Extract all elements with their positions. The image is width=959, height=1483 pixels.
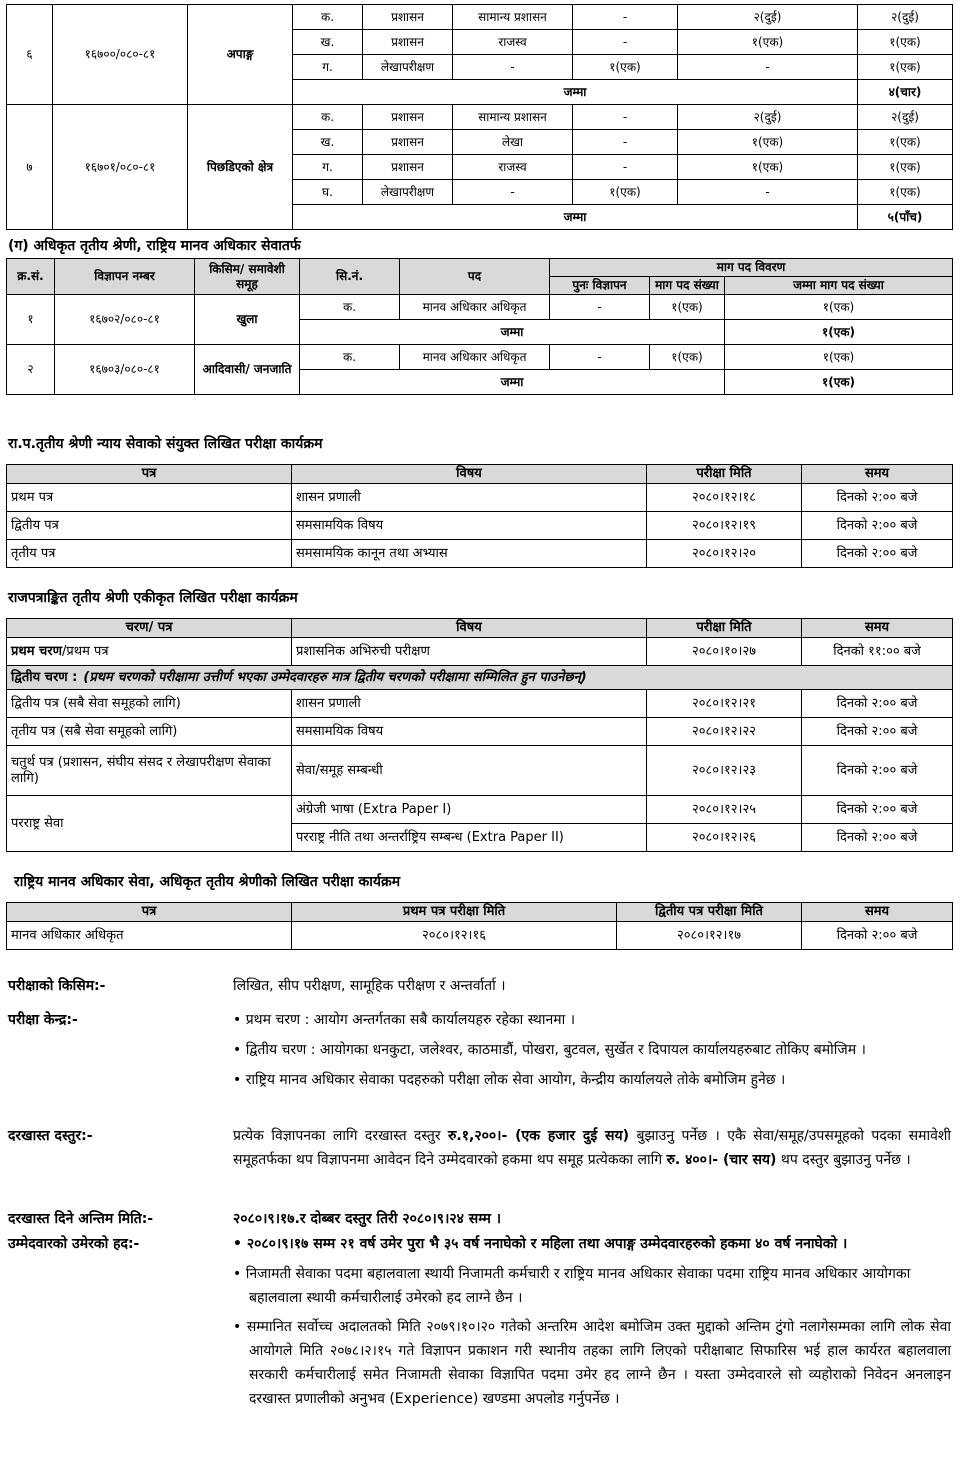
re-advertisement-count: -	[573, 105, 678, 130]
service-name: प्रशासन	[363, 30, 453, 55]
hr-header-demand: माग पद संख्या	[650, 277, 725, 295]
exam-center-item-2: • द्वितीय चरण : आयोगका धनकुटा, जलेश्वर, काठमाडौं, पोखरा, बुटवल, सुर्खेत र दिपायल कार्यालयहरुबाट तोकिए बमोजिम ।	[233, 1041, 866, 1058]
advertisement-number: १६७०२/०८०-८१	[55, 295, 195, 345]
justice-exam-table	[6, 464, 953, 568]
hr-header-total: जम्मा माग पद संख्या	[725, 277, 953, 295]
table-row	[7, 690, 953, 718]
demand-count: -	[678, 180, 858, 205]
fee-amount: रु.१,२००।- (एक हजार दुई सय)	[448, 1128, 630, 1144]
re-advertisement-count: -	[573, 130, 678, 155]
exam-cell: २०८०।१२।२६	[647, 824, 802, 852]
demand-count: २(दुई)	[678, 5, 858, 30]
exam-cell: २०८०।१२।२३	[647, 746, 802, 796]
item-code: ग.	[293, 55, 363, 80]
exam-cell: दिनको २:०० बजे	[802, 922, 953, 950]
total-demand-count: २(दुई)	[858, 105, 953, 130]
table-row	[7, 540, 953, 568]
integrated-exam-title: राजपत्राङ्कित तृतीय श्रेणी एकीकृत लिखित परीक्षा कार्यक्रम	[8, 590, 298, 606]
table-row	[7, 5, 953, 30]
top-vacancy-table	[6, 4, 953, 230]
second-stage-note-cell	[7, 666, 953, 690]
exam-cell: समसामयिक कानून तथा अभ्यास	[292, 540, 647, 568]
inclusive-group: आदिवासी/ जनजाति	[195, 345, 300, 395]
integrated-header-0: चरण/ पत्र	[7, 619, 292, 638]
exam-cell: द्वितीय पत्र (सबै सेवा समूहको लागि)	[7, 690, 292, 718]
exam-cell: २०८०।१२।१६	[292, 922, 617, 950]
hr-exam-table	[6, 902, 953, 950]
item-code: क.	[300, 295, 400, 320]
re-advertisement-count: -	[550, 295, 650, 320]
subgroup-name: -	[453, 55, 573, 80]
exam-cell: शासन प्रणाली	[292, 690, 647, 718]
exam-cell: २०८०।१२।२०	[647, 540, 802, 568]
exam-cell: २०८०।१२।१७	[617, 922, 802, 950]
exam-cell: २०८०।१२।१९	[647, 512, 802, 540]
justice-header-1: विषय	[292, 465, 647, 484]
age-limit-item-2: • निजामती सेवाका पदमा बहालवाला स्थायी निजामती कर्मचारी र राष्ट्रिय मानव अधिकार सेवाका पदमा राष्ट्रिय मानव अधिकार आयोगका बहालवाला स्थायी कर्मचारीलाई उमेरको हद लाग्ने छैन ।	[233, 1265, 911, 1306]
post-name: मानव अधिकार अधिकृत	[400, 295, 550, 320]
hr-header-group: किसिम/ समावेशी समूह	[195, 259, 300, 295]
re-advertisement-count: १(एक)	[573, 180, 678, 205]
second-stage-label: द्वितीय चरण :	[11, 669, 78, 685]
integrated-exam-table	[6, 618, 953, 852]
exam-info	[8, 975, 951, 1475]
exam-cell: दिनको २:०० बजे	[802, 746, 953, 796]
re-advertisement-count: -	[550, 345, 650, 370]
exam-cell: द्वितीय पत्र	[7, 512, 292, 540]
first-stage-label: प्रथम चरण	[11, 643, 62, 659]
sum-value: १(एक)	[725, 320, 953, 345]
sum-label: जम्मा	[293, 205, 858, 230]
subgroup-name: सामान्य प्रशासन	[453, 105, 573, 130]
fee-extra-amount: रु. ४००।- (चार सय)	[666, 1151, 777, 1168]
integrated-header-1: विषय	[292, 619, 647, 638]
exam-cell: दिनको २:०० बजे	[802, 512, 953, 540]
demand-count: २(दुई)	[678, 105, 858, 130]
exam-cell: २०८०।१२।२१	[647, 690, 802, 718]
hr-vacancy-table	[6, 258, 953, 395]
integrated-exam-table-wrap	[6, 618, 953, 852]
total-demand-count: १(एक)	[858, 180, 953, 205]
age-limit-item-1: • २०८०।९।१७ सम्म २१ वर्ष उमेर पुरा भै ३५ वर्ष ननाघेको र महिला तथा अपाङ्ग उम्मेदवारहरुको हकमा ४० वर्ष ननाघेको ।	[233, 1236, 848, 1252]
total-demand-count: १(एक)	[858, 155, 953, 180]
age-limit-item-3: • सम्मानित सर्वोच्च अदालतको मिति २०७९।१०।२० गतेको अन्तरिम आदेश बमोजिम उक्त मुद्दाको अन्तिम टुंगो नलागेसम्मका लागि लोक सेवा आयोगले मिति २०७८।२।१५ गते विज्ञापन प्रकाशन गरी स्थानीय तहका लागि लिएको परीक्षाबाट सिफारिस भई हाल कार्यरत बहालवाला सरकारी कर्मचारीलाई समेत निजामती सेवाका विज्ञापित पदमा उमेर हद लाग्ने छैन । यस्ता उम्मेदवारले सो व्यहोराको निवेदन अनलाइन दरखास्त प्रणालीको अनुभव (Experience) खण्डमा अपलोड गर्नुपर्नेछ ।	[233, 1319, 951, 1407]
inclusive-group: खुला	[195, 295, 300, 345]
exam-cell: तृतीय पत्र (सबै सेवा समूहको लागि)	[7, 718, 292, 746]
subgroup-name: लेखा	[453, 130, 573, 155]
exam-cell: तृतीय पत्र	[7, 540, 292, 568]
exam-type-label: परीक्षाको किसिम:-	[8, 978, 106, 994]
fee-text-2: बुझाउनु पर्नेछ । एकै सेवा/समूह/उपसमूहको पदका समावेशी समूहतर्फका थप विज्ञापनमा आवेदन दिने उम्मेदवारको हकमा थप समूह प्रत्येकका लागि	[233, 1128, 952, 1168]
advertisement-number: १६७०३/०८०-८१	[55, 345, 195, 395]
service-name: प्रशासन	[363, 155, 453, 180]
hr-exam-table-wrap	[6, 902, 953, 950]
item-code: ख.	[293, 30, 363, 55]
total-demand-count: १(एक)	[858, 30, 953, 55]
total-demand-count: १(एक)	[725, 345, 953, 370]
hr-header-adv-no: विज्ञापन नम्बर	[55, 259, 195, 295]
demand-count: १(एक)	[650, 345, 725, 370]
sum-value: ५(पाँच)	[858, 205, 953, 230]
hr-exam-title: राष्ट्रिय मानव अधिकार सेवा, अधिकृत तृतीय श्रेणीको लिखित परीक्षा कार्यक्रम	[14, 874, 401, 890]
item-code: ग.	[293, 155, 363, 180]
exam-cell: मानव अधिकार अधिकृत	[7, 922, 292, 950]
justice-header-0: पत्र	[7, 465, 292, 484]
hr-exam-header-3: समय	[802, 903, 953, 922]
foreign-service-label: परराष्ट्र सेवा	[7, 796, 292, 852]
table-row	[7, 746, 953, 796]
table-row	[7, 512, 953, 540]
hr-exam-header-1: प्रथम पत्र परीक्षा मिति	[292, 903, 617, 922]
total-demand-count: १(एक)	[725, 295, 953, 320]
demand-count: १(एक)	[650, 295, 725, 320]
service-name: प्रशासन	[363, 130, 453, 155]
demand-count: १(एक)	[678, 155, 858, 180]
hr-header-code: सि.नं.	[300, 259, 400, 295]
exam-cell: २०८०।१२।२५	[647, 796, 802, 824]
top-vacancy-table-wrap	[6, 4, 953, 230]
deadline-value: २०८०।९।१७.र दोब्बर दस्तुर तिरी २०८०।९।२४ सम्म ।	[233, 1211, 502, 1227]
table-row	[7, 484, 953, 512]
first-stage-time: दिनको ११:०० बजे	[802, 638, 953, 666]
fee-text	[233, 1125, 951, 1173]
demand-count: -	[678, 55, 858, 80]
hr-header-demand-detail: माग पद विवरण	[550, 259, 953, 277]
inclusive-group: पिछडिएको क्षेत्र	[188, 105, 293, 230]
justice-header-3: समय	[802, 465, 953, 484]
first-stage-row	[7, 638, 953, 666]
row-serial-number: १	[7, 295, 55, 345]
sum-value: ४(चार)	[858, 80, 953, 105]
justice-exam-title: रा.प.तृतीय श्रेणी न्याय सेवाको संयुक्त लिखित परीक्षा कार्यक्रम	[8, 436, 323, 452]
exam-cell: परराष्ट्र नीति तथा अन्तर्राष्ट्रिय सम्बन्ध (Extra Paper II)	[292, 824, 647, 852]
hr-header-re: पुनः विज्ञापन	[550, 277, 650, 295]
demand-count: १(एक)	[678, 130, 858, 155]
second-stage-note: (प्रथम चरणको परीक्षामा उत्तीर्ण भएका उम्मेदवारहरु मात्र द्वितीय चरणको परीक्षामा सम्मिलित हुन पाउनेछन्)	[83, 669, 587, 685]
exam-cell: २०८०।१२।१८	[647, 484, 802, 512]
sum-label: जम्मा	[293, 80, 858, 105]
hr-exam-header-0: पत्र	[7, 903, 292, 922]
item-code: क.	[293, 5, 363, 30]
first-stage-paper: /प्रथम पत्र	[61, 643, 109, 659]
exam-cell: दिनको २:०० बजे	[802, 540, 953, 568]
re-advertisement-count: -	[573, 5, 678, 30]
deadline-label: दरखास्त दिने अन्तिम मिति:-	[8, 1211, 154, 1227]
first-stage-date: २०८०।१०।२७	[647, 638, 802, 666]
fee-text-3: थप दस्तुर बुझाउनु पर्नेछ ।	[780, 1151, 911, 1168]
second-stage-note-row	[7, 666, 953, 690]
advertisement-number: १६७००/०८०-८१	[53, 5, 188, 105]
exam-type-value: लिखित, सीप परीक्षण, सामूहिक परीक्षण र अन्तर्वार्ता ।	[233, 978, 506, 994]
sum-label: जम्मा	[300, 320, 725, 345]
subgroup-name: -	[453, 180, 573, 205]
justice-header-2: परीक्षा मिति	[647, 465, 802, 484]
fee-text-1: प्रत्येक विज्ञापनका लागि दरखास्त दस्तुर	[233, 1128, 441, 1144]
subgroup-name: सामान्य प्रशासन	[453, 5, 573, 30]
re-advertisement-count: -	[573, 30, 678, 55]
exam-cell: शासन प्रणाली	[292, 484, 647, 512]
table-row	[7, 295, 953, 320]
total-demand-count: २(दुई)	[858, 5, 953, 30]
exam-cell: दिनको २:०० बजे	[802, 484, 953, 512]
advertisement-number: १६७०१/०८०-८१	[53, 105, 188, 230]
demand-count: १(एक)	[678, 30, 858, 55]
total-demand-count: १(एक)	[858, 55, 953, 80]
inclusive-group: अपाङ्ग	[188, 5, 293, 105]
exam-cell: समसामयिक विषय	[292, 512, 647, 540]
exam-center-item-1: • प्रथम चरण : आयोग अन्तर्गतका सबै कार्यालयहरु रहेका स्थानमा ।	[233, 1012, 576, 1028]
first-stage-subject: प्रशासनिक अभिरुची परीक्षण	[292, 638, 647, 666]
re-advertisement-count: -	[573, 155, 678, 180]
fee-label: दरखास्त दस्तुर:-	[8, 1128, 93, 1144]
item-code: घ.	[293, 180, 363, 205]
exam-cell: समसामयिक विषय	[292, 718, 647, 746]
table-row	[7, 922, 953, 950]
row-serial-number: २	[7, 345, 55, 395]
first-stage-cell	[7, 638, 292, 666]
hr-header-post: पद	[400, 259, 550, 295]
total-demand-count: १(एक)	[858, 130, 953, 155]
service-name: लेखापरीक्षण	[363, 55, 453, 80]
service-name: लेखापरीक्षण	[363, 180, 453, 205]
integrated-header-3: समय	[802, 619, 953, 638]
exam-cell: दिनको २:०० बजे	[802, 796, 953, 824]
row-serial-number: ६	[7, 5, 53, 105]
exam-cell: चतुर्थ पत्र (प्रशासन, संघीय संसद र लेखापरीक्षण सेवाका लागि)	[7, 746, 292, 796]
exam-cell: सेवा/समूह सम्बन्धी	[292, 746, 647, 796]
age-limit-label: उम्मेदवारको उमेरको हद:-	[8, 1236, 140, 1252]
service-name: प्रशासन	[363, 5, 453, 30]
table-row	[7, 345, 953, 370]
exam-cell: दिनको २:०० बजे	[802, 718, 953, 746]
hr-vacancy-table-wrap	[6, 258, 953, 395]
exam-cell: प्रथम पत्र	[7, 484, 292, 512]
table-row	[7, 718, 953, 746]
post-name: मानव अधिकार अधिकृत	[400, 345, 550, 370]
exam-center-label: परीक्षा केन्द्र:-	[8, 1012, 78, 1028]
exam-cell: अंग्रेजी भाषा (Extra Paper I)	[292, 796, 647, 824]
service-name: प्रशासन	[363, 105, 453, 130]
hr-header-sn: क्र.सं.	[7, 259, 55, 295]
sum-value: १(एक)	[725, 370, 953, 395]
exam-cell: दिनको २:०० बजे	[802, 690, 953, 718]
exam-center-item-3: • राष्ट्रिय मानव अधिकार सेवाका पदहरुको परीक्षा लोक सेवा आयोग, केन्द्रीय कार्यालयले तोके बमोजिम हुनेछ ।	[233, 1071, 786, 1088]
exam-cell: दिनको २:०० बजे	[802, 824, 953, 852]
item-code: क.	[293, 105, 363, 130]
hr-exam-header-2: द्वितीय पत्र परीक्षा मिति	[617, 903, 802, 922]
subgroup-name: राजस्व	[453, 155, 573, 180]
exam-cell: २०८०।१२।२२	[647, 718, 802, 746]
item-code: ख.	[293, 130, 363, 155]
foreign-service-row	[7, 796, 953, 824]
justice-exam-table-wrap	[6, 464, 953, 568]
hr-section-title: (ग) अधिकृत तृतीय श्रेणी, राष्ट्रिय मानव अधिकार सेवातर्फ	[8, 238, 301, 254]
integrated-header-2: परीक्षा मिति	[647, 619, 802, 638]
sum-label: जम्मा	[300, 370, 725, 395]
table-row	[7, 105, 953, 130]
row-serial-number: ७	[7, 105, 53, 230]
item-code: क.	[300, 345, 400, 370]
subgroup-name: राजस्व	[453, 30, 573, 55]
re-advertisement-count: १(एक)	[573, 55, 678, 80]
